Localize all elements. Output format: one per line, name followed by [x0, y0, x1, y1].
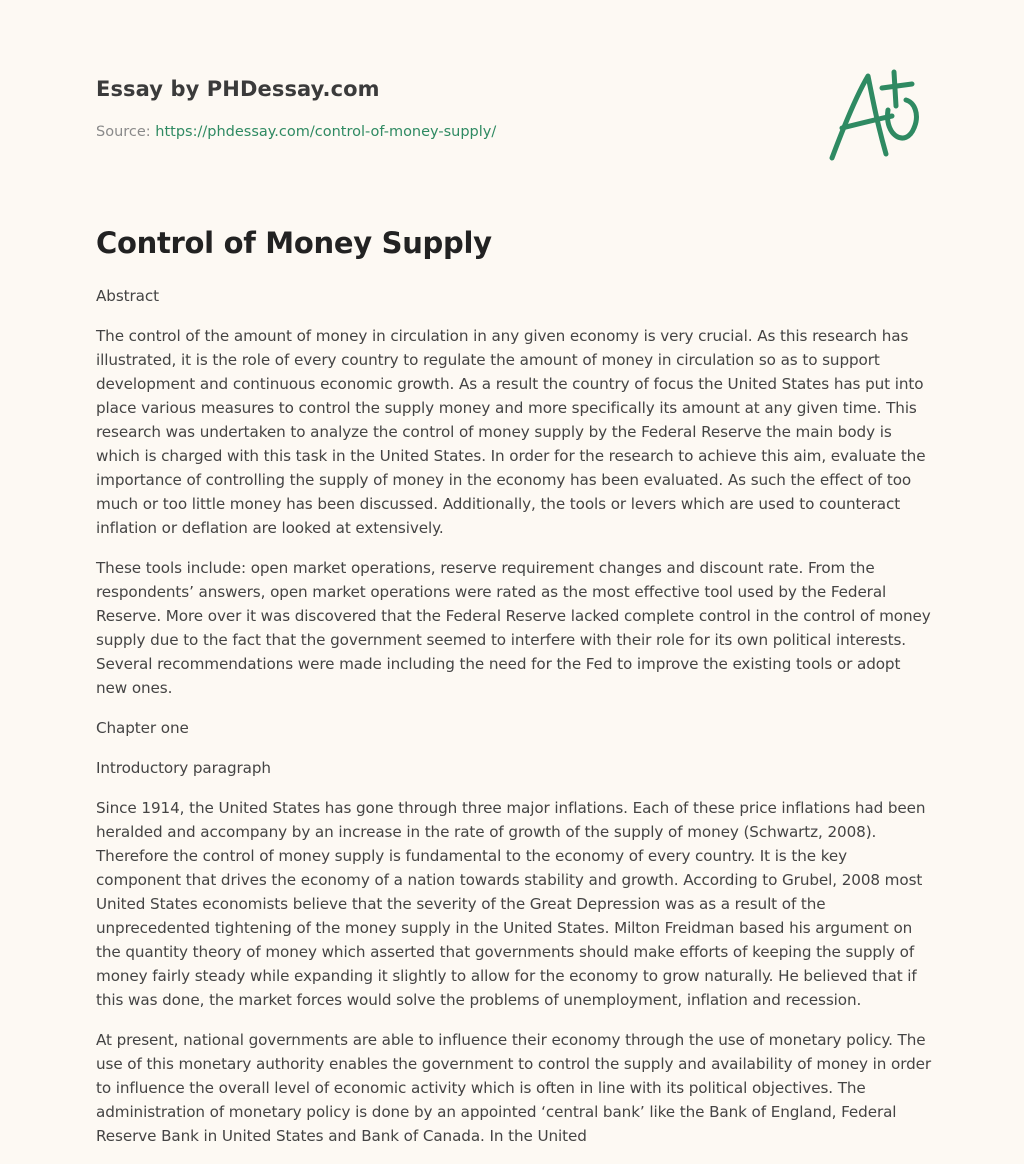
essay-body — [96, 284, 934, 1164]
paragraph: These tools include: open market operations, reserve requirement changes and discount rate. From the respondents’ answers, open market operations were rated as the most effective tool used by the Federal Reserve. More over it was discovered that the Federal Reserve lacked complete control in the control of money supply due to the fact that the government seemed to interfere with their role for its own political interests. Several recommendations were made including the need for the Fed to improve the existing tools or adopt new ones. — [96, 559, 931, 697]
source-line — [96, 124, 496, 140]
a-plus-grade-icon — [822, 66, 926, 166]
section-label-chapter: Chapter one — [96, 719, 189, 737]
paragraph: Since 1914, the United States has gone through three major inflations. Each of these price inflations had been heralded and accompany by an increase in the rate of growth of the supply of money (Schwartz, 2008). Therefore the control of money supply is fundamental to the economy of every country. It is the key component that drives the economy of a nation towards stability and growth. According to Grubel, 2008 most United States economists believe that the severity of the Great Depression was as a result of the unprecedented tightening of the money supply in the United States. Milton Freidman based his argument on the quantity theory of money which asserted that governments should make efforts of keeping the supply of money fairly steady while expanding it slightly to allow for the economy to grow naturally. He believed that if this was done, the market forces would solve the problems of unemployment, inflation and recession. — [96, 799, 926, 1009]
essay-title: Control of Money Supply — [96, 226, 492, 260]
page-header — [96, 0, 936, 200]
section-label-abstract: Abstract — [96, 287, 159, 305]
section-label-intro: Introductory paragraph — [96, 759, 271, 777]
source-label: Source: — [96, 124, 151, 140]
paragraph: The control of the amount of money in circulation in any given economy is very crucial. As this research has illustrated, it is the role of every country to regulate the amount of money in circulation so as to support development and continuous economic growth. As a result the country of focus the United States has put into place various measures to control the supply money and more specifically its amount at any given time. This research was undertaken to analyze the control of money supply by the Federal Reserve the main body is which is charged with this task in the United States. In order for the research to achieve this aim, evaluate the importance of controlling the supply of money in the economy has been evaluated. As such the effect of too much or too little money has been discussed. Additionally, the tools or levers which are used to counteract inflation or deflation are looked at extensively. — [96, 327, 926, 537]
site-brand: Essay by PHDessay.com — [96, 77, 380, 101]
source-link[interactable]: https://phdessay.com/control-of-money-supply/ — [155, 124, 497, 140]
paragraph: At present, national governments are able to influence their economy through the use of monetary policy. The use of this monetary authority enables the government to control the supply and availability of money in order to influence the overall level of economic activity which is often in line with its political objectives. The administration of monetary policy is done by an appointed ‘central bank’ like the Bank of England, Federal Reserve Bank in United States and Bank of Canada. In the United — [96, 1031, 931, 1145]
